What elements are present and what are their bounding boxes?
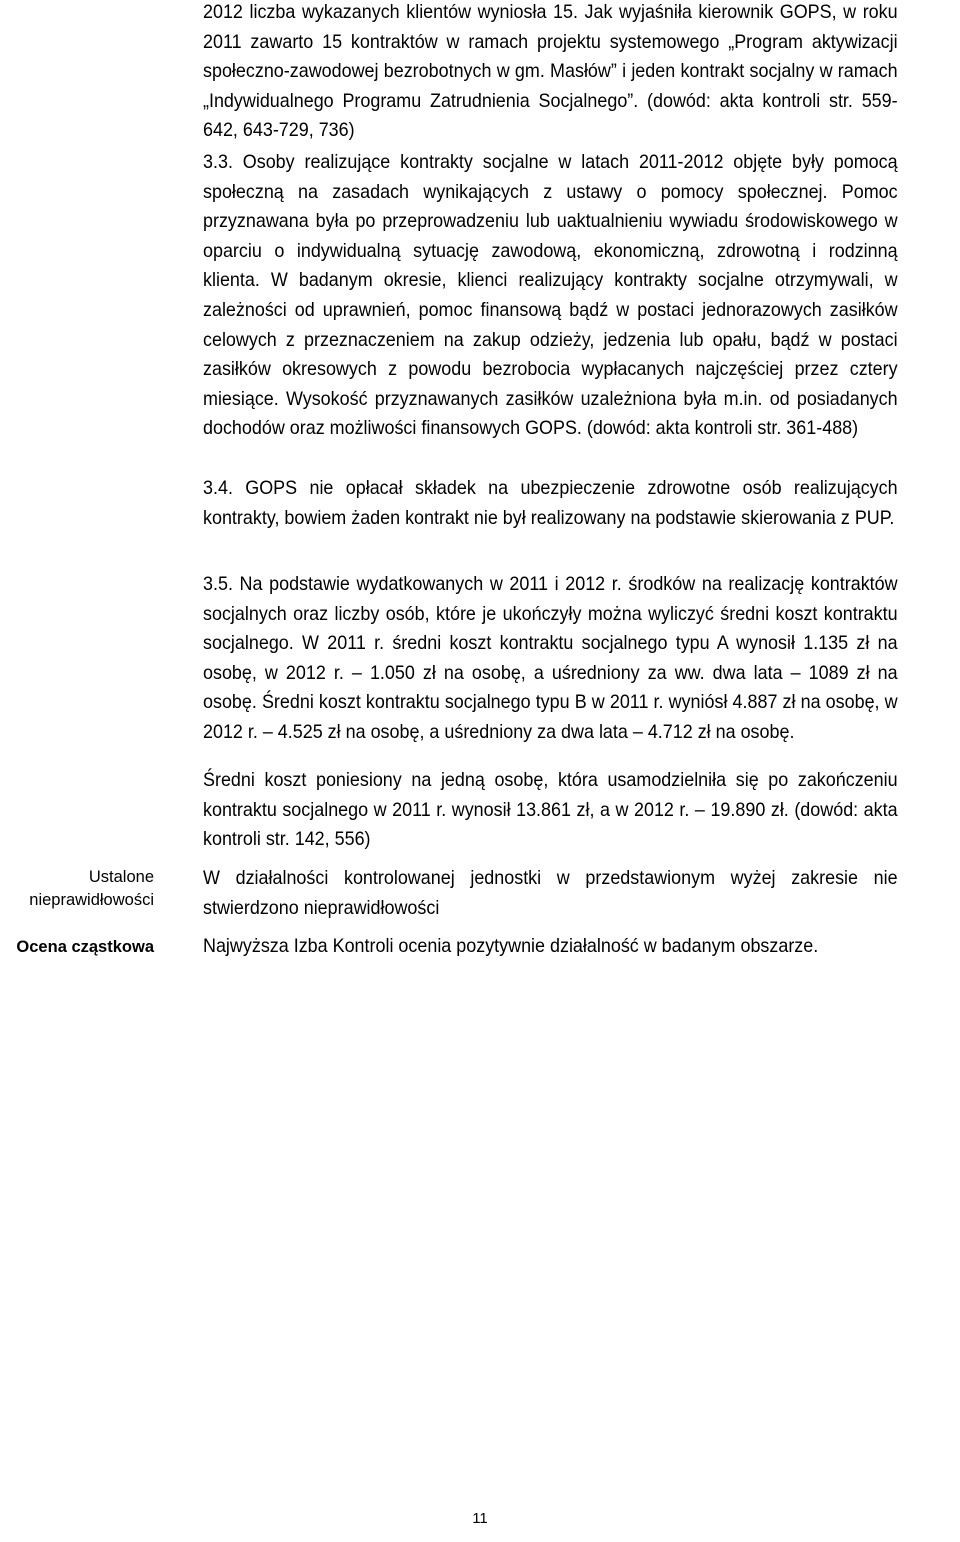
paragraph-3-5: 3.5. Na podstawie wydatkowanych w 2011 i 2012 r. środków na realizację kontraktów socjalnych oraz liczby osób, które je ukończyły można wyliczyć średni koszt kontraktu socjalnego. W 2011 r. średni koszt kontraktu socjalnego typu A wynosił 1.135 zł na osobę, w 2012 r. – 1.050 zł na osobę, a uśredniony za ww. dwa lata – 1089 zł na osobę. Średni koszt kontraktu socjalnego typu B w 2011 r. wyniósł 4.887 zł na osobę, w 2012 r. – 4.525 zł na osobę, a uśredniony za dwa lata – 4.712 zł na osobę. bbox=[203, 573, 898, 743]
page-number: 11 bbox=[472, 1510, 488, 1527]
side-label-ocena-czastkowa: Ocena cząstkowa bbox=[16, 938, 154, 956]
paragraph-average-cost: Średni koszt poniesiony na jedną osobę, która usamodzielniła się po zakończeniu kontraktu socjalnego w 2011 r. wynosił 13.861 zł, a w 2012 r. – 19.890 zł. (dowód: akta kontroli str. 142, 556) bbox=[203, 769, 898, 851]
side-label-nieprawidlowosci: nieprawidłowości bbox=[29, 891, 154, 909]
paragraph-assessment: Najwyższa Izba Kontroli ocenia pozytywnie działalność w badanym obszarze. bbox=[203, 935, 819, 957]
paragraph-3-3: 3.3. Osoby realizujące kontrakty socjalne w latach 2011-2012 objęte były pomocą społeczną na zasadach wynikających z ustawy o pomocy społecznej. Pomoc przyznawana była po przeprowadzeniu lub uaktualnieniu wywiadu środowiskowego w oparciu o indywidualną sytuację zawodową, ekonomiczną, zdrowotną i rodzinną klienta. W badanym okresie, klienci realizujący kontrakty socjalne otrzymywali, w zależności od uprawnień, pomoc finansową bądź w postaci jednorazowych zasiłków celowych z przeznaczeniem na zakup odzieży, jedzenia lub opału, bądź w postaci zasiłków okresowych z powodu bezrobocia wypłacanych najczęściej przez cztery miesiące. Wysokość przyznawanych zasiłków uzależniona była m.in. od posiadanych dochodów oraz możliwości finansowych GOPS. (dowód: akta kontroli str. 361-488) bbox=[203, 151, 898, 440]
paragraph-3-4: 3.4. GOPS nie opłacał składek na ubezpieczenie zdrowotne osób realizujących kontrakty, bowiem żaden kontrakt nie był realizowany na podstawie skierowania z PUP. bbox=[203, 477, 898, 529]
side-label-ustalone: Ustalone bbox=[88, 868, 154, 886]
paragraph-irregularities: W działalności kontrolowanej jednostki w przedstawionym wyżej zakresie nie stwierdzono nieprawidłowości bbox=[203, 867, 898, 919]
paragraph-intro: 2012 liczba wykazanych klientów wyniosła 15. Jak wyjaśniła kierownik GOPS, w roku 2011 zawarto 15 kontraktów w ramach projektu systemowego „Program aktywizacji społeczno-zawodowej bezrobotnych w gm. Masłów” i jeden kontrakt socjalny w ramach „Indywidualnego Programu Zatrudnienia Socjalnego”. (dowód: akta kontroli str. 559-642, 643-729, 736) bbox=[203, 1, 898, 142]
